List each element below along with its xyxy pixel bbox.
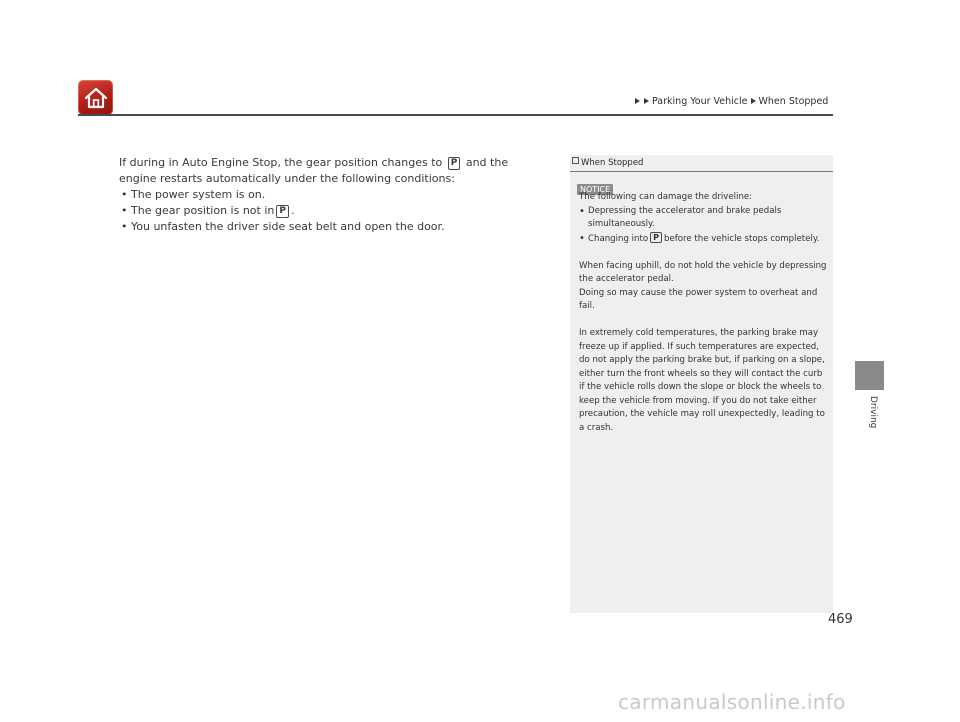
intro-paragraph	[119, 155, 549, 187]
arrow-icon	[644, 98, 649, 104]
sidebar-lead: The following can damage the driveline:	[579, 192, 753, 202]
list-item	[119, 187, 549, 203]
breadcrumb-item[interactable]: When Stopped	[758, 95, 829, 107]
breadcrumb-item[interactable]: Parking Your Vehicle	[652, 95, 748, 107]
section-tab-marker[interactable]	[855, 361, 884, 390]
sidebar-paragraph: When facing uphill, do not hold the vehicle by depressing the accelerator pedal.	[579, 260, 827, 284]
list-item-text: You unfasten the driver side seat belt and open the door.	[131, 220, 445, 233]
arrow-icon	[635, 98, 640, 104]
list-item	[119, 203, 549, 219]
arrow-icon	[751, 98, 756, 104]
sidebar-title	[570, 157, 833, 168]
list-item-text: .	[290, 204, 295, 217]
list-item-text: Depressing the accelerator and brake pedals simultaneously.	[588, 205, 782, 229]
sidebar-paragraph: Doing so may cause the power system to overheat and fail.	[579, 287, 818, 311]
sidebar-divider	[570, 171, 833, 172]
note-icon	[572, 157, 579, 164]
gear-p-icon: P	[448, 157, 461, 170]
list-item-text: The gear position is not in	[131, 204, 275, 217]
page-number: 469	[828, 612, 853, 627]
list-item-text: Changing into	[588, 233, 649, 244]
condition-list	[119, 187, 549, 235]
list-item-text: The power system is on.	[131, 188, 266, 201]
list-item	[579, 232, 829, 247]
gear-p-icon: P	[650, 232, 662, 243]
sidebar-content	[579, 191, 829, 435]
sidebar-title-text: When Stopped	[581, 158, 644, 168]
sidebar-list	[579, 205, 829, 247]
sidebar-paragraph: In extremely cold temperatures, the parking brake may freeze up if applied. If such temperatures are expected, do not apply the parking brake but, if parking on a slope, either turn the front wheels so they will contact the curb if the vehicle rolls down the slope or block the wheels to keep the vehicle from moving. If you do not take either precaution, the vehicle may roll unexpectedly, leading to a crash.	[579, 328, 825, 433]
breadcrumb	[634, 94, 828, 108]
watermark: carmanualsonline.info	[618, 690, 846, 714]
section-tab-label: Driving	[868, 396, 878, 429]
list-item	[579, 205, 829, 232]
home-icon	[84, 87, 108, 109]
list-item	[119, 219, 549, 235]
home-button[interactable]	[78, 80, 113, 115]
intro-tail-text: and the engine restarts automatically under the following conditions:	[119, 156, 509, 185]
notice-badge: NOTICE	[577, 184, 613, 195]
list-item-text: before the vehicle stops completely.	[663, 233, 820, 244]
intro-text: If during in Auto Engine Stop, the gear position changes to	[119, 156, 443, 169]
gear-p-icon: P	[276, 205, 289, 218]
main-content	[119, 155, 549, 235]
header-divider	[78, 114, 833, 116]
